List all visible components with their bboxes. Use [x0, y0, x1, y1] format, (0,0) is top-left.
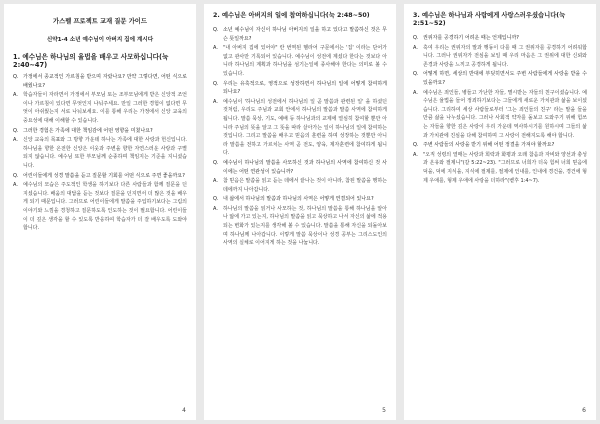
answer-item: A. 예수님이 '하나님의 성전에서 하나님의 일 곧 말씀과 관련된 일' 을 하셨던 것처럼, 우리도 주님과 교회 안에서 하나님의 말씀과 말씀 사역에 참여하게 됩니다. 말씀 묵상, 기도, 예배 등 하나님과의 교제에 열심히 참여할 뿐만 아니라 주님의 뜻을 알고 그 뜻을 따라 살아가는 일이 하나님의 일에 참여하는 것입니다. 그리고 말씀을 배우고 믿음의 훈련을 하며 성장하는 것뿐만 아니라 말씀을 전하고 가르치는 사역 곧 전도, 양육, 제자훈련에 참여하게 됩니다. — [213, 98, 387, 157]
answer-item: A. 학습자들이 자라면서 가정에서 부모님 또는 조부모님에게 받은 신앙적 조언이나 가르침이 있다면 무엇인지 나눠주세요. 만일 그러한 경험이 없다면 무엇이 아쉬웠는지 서로 나눠보세요. 이를 통해 우리는 가정에서 신앙 교육의 중요성에 대해 이해할 수 있습니다. — [13, 92, 187, 124]
question-item: Q. 소년 예수님이 자신이 하나님 아버지의 일을 하고 있다고 말씀하신 것은 무슨 뜻일까요? — [213, 27, 387, 42]
page-5 — [204, 4, 396, 420]
question-item: Q. 주변 사람들의 사랑을 받기 위해 어떤 정결을 가져야 할까요? — [413, 142, 555, 149]
question-item: Q. 내 삶에서 하나님의 말씀과 하나님의 사역은 어떻게 연결되어 있나요? — [213, 196, 374, 203]
answer-item: A. 하나님의 말씀을 읽거나 사모하는 것, 하나님의 말씀을 통해 하나님을 알아나 앎에 가고 있는지, 하나님의 말씀을 읽고 묵상하고 나서 자신의 삶에 적용되는 변화가 있는지를 생각해 볼 수 있습니다. 말씀을 통해 자신을 되돌아보며 하나님께 나아갑니다. 이렇게 말씀 묵상이나 성경 공부는 그리스도인의 사역의 실체로 이어지게 하는 것을 나눕니다. — [213, 205, 387, 247]
section-heading-2: 2. 예수님은 아버지의 일에 참여하십니다(눅 2:48~50) — [213, 12, 370, 19]
question-item: Q. 그러한 경험은 가족에 대한 책임감에 어떤 영향을 미쳤나요? — [13, 127, 153, 134]
question-item: Q. 우리는 유혹적으로, 영적으로 성장하면서 하나님의 일에 어떻게 참여하게 되나요? — [213, 80, 387, 96]
page-6 — [404, 4, 596, 420]
page-number: 6 — [582, 407, 586, 414]
answer-item: A. 예수님은 죄인들, 병들고 가난한 자들, 멸시받는 자들의 친구이셨습니다. 예수님은 율법을 들어 정죄하기보다는 그들에게 새로운 가치관과 삶을 보이셨습니다. 그리하여 세상 사람들로부터 '그는 죄인들의 친구' 라는 말을 들을 만큼 삶을 나누셨습니다. 그러나 사회적 약자를 돌보고 도와주기 위해 힘쓰는 자들을 향한 깊은 사랑이 우리 가운데 역사하시기를 원하시며 그들의 삶과 가치관에 진심을 다해 참여하며 그 사랑이 전해지도록 해야 합니다. — [413, 89, 587, 139]
section-heading-3: 3. 예수님은 하나님과 사람에게 사랑스러우셨습니다(눅 2:51~52) — [413, 12, 566, 27]
page-number: 4 — [182, 407, 186, 414]
lesson-subtitle: 신약1-4 소년 예수님이 아버지 집에 계시다 — [46, 37, 154, 43]
question-item: Q. 가정에서 종교적인 가르침을 받으며 자랐나요? 만약 그렇다면, 어떤 식으로 배웠나요? — [13, 74, 187, 89]
answer-item: A. 신앙 교육의 목표와 그 방향 가운데 하나는 가족에 대한 사랑과 헌신입니다. 하나님을 향한 온전한 신앙은 이웃과 주변을 향한 자연스러운 사랑과 구별되지 않습니다. 예수님 또한 부모님께 순종하며 책임지는 기준을 지니셨습니다. — [13, 137, 187, 169]
page-number: 5 — [382, 407, 386, 414]
section-heading-1: 1. 예수님은 하나님의 율법을 배우고 사모하십니다(눅 2:40~47) — [13, 53, 169, 69]
question-item: Q. 어린이들에게 성경 말씀을 듣고 질문할 기회를 어떤 식으로 주면 좋을까요? — [13, 172, 185, 179]
answer-item: A. 예수님의 모습은 주도적인 학생을 하기보다 다른 사람들과 함께 질문을 던지셨습니다. 배움의 대답을 듣는 것보다 질문을 던지면서 더 많은 것을 배우게 되기 때문입니다. 그러므로 어린이들에게 말씀을 주입하기보다는 그림의 이야기와 느낌을 경청하고 질문하도록 인도하는 것이 필요합니다. 어린이들이 더 깊은 생각을 할 수 있도록 반응하여 학습자가 더 잘 배우도록 도와야 합니다. — [13, 182, 187, 232]
answer-item: A. "오직 성령의 열매는 사랑과 희락과 화평과 오래 참음과 자비와 양선과 충성과 온유와 절제니"(갈 5:22~23). "그러므로 너희가 더욱 힘써 너희 믿음에 덕을, 덕에 지식을, 지식에 절제를, 절제에 인내를, 인내에 경건을, 경건에 형제 우애를, 형제 우애에 사랑을 더하라"(벧후 1:4~7). — [413, 151, 587, 184]
answer-item: A. "내 아버지 집에 있어야" 란 번역된 헬라어 구문에서는 '집' 이라는 단어가 없고 관사만 기록되어 있습니다. 예수님이 성전에 계셨다 한다는 것보다 아니라 하나님의 계획과 하나님을 섬기는일에 종사해야 한다는 의미로 볼 수 있습니다. — [213, 45, 387, 77]
answer-item: A. 참 믿음은 말씀을 읽고 듣는 데에서 끝나는 것이 아니라, 참된 말씀을 행하는 데에까지 나아갑니다. — [213, 178, 387, 193]
page-4 — [4, 4, 196, 420]
question-item: Q. 어떻게 하면, 세상의 반대에 부딪히면서도 주변 사람들에게 사랑을 받을 수 있을까요? — [413, 71, 587, 86]
guide-title: 가스펠 프로젝트 교재 질문 가이드 — [53, 18, 147, 25]
question-item: Q. 예수님이 하나님의 말씀을 사모하신 것과 하나님의 사역에 참여하신 것 사이에는 어떤 연관성이 있습니까? — [213, 159, 387, 175]
answer-item: A. 혹여 우리는 권위자의 말과 행동이 다를 때 그 권위자를 공경하기 어려워합니다. 그러나 권위자가 전심을 보일 때 우리 마음은 그 권위에 대한 신뢰와 존경과 사랑을 느끼고 공경하게 됩니다. — [413, 44, 587, 68]
question-item: Q. 권위자를 공경하기 어려운 때는 언제입니까? — [413, 35, 519, 41]
